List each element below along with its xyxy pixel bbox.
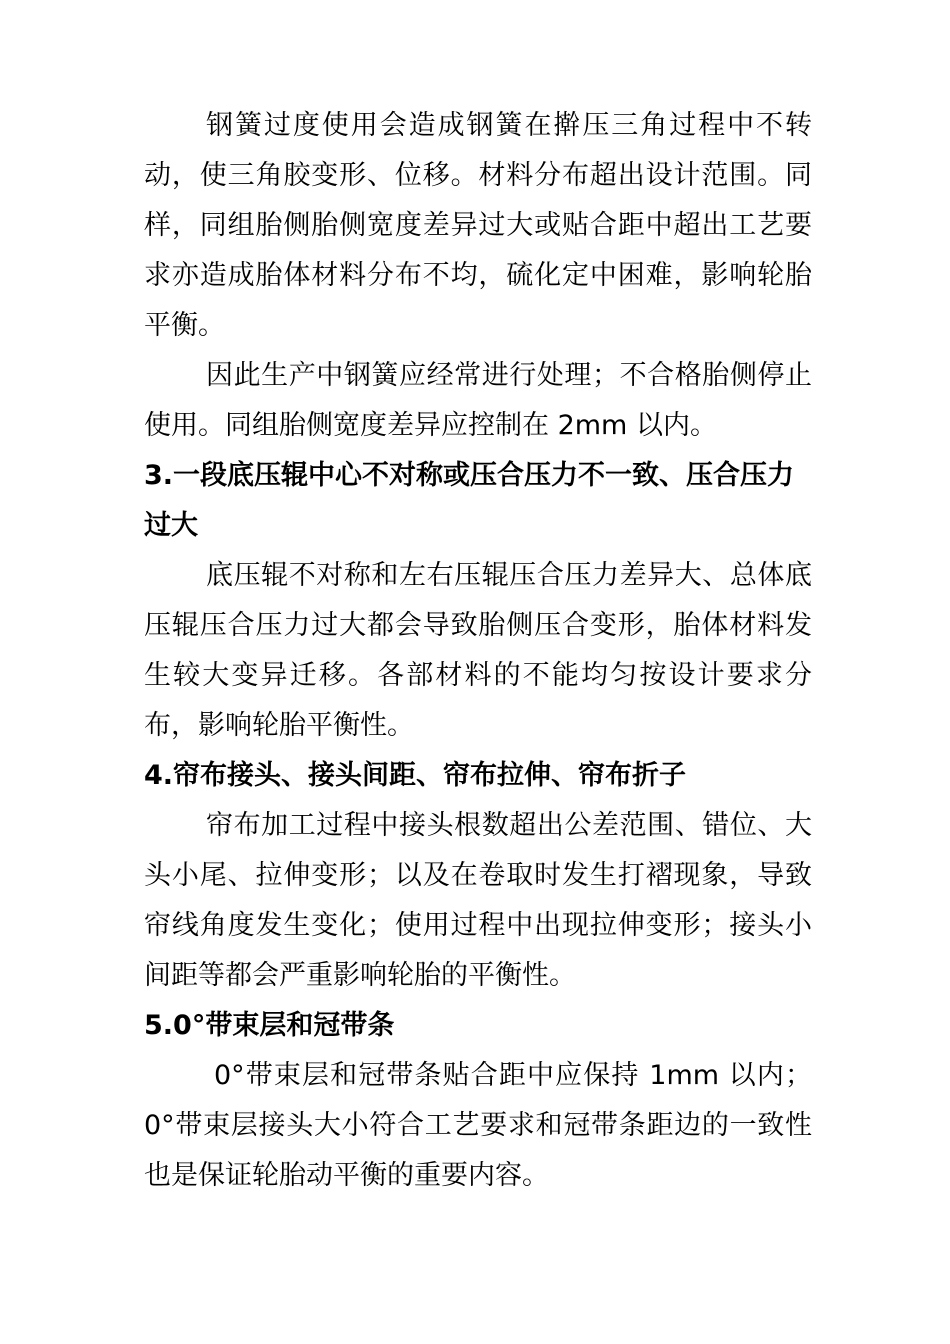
heading-section-3: 3.一段底压辊中心不对称或压合压力不一致、压合压力过大 (144, 460, 795, 541)
paragraph-steel-spring-treatment: 因此生产中钢簧应经常进行处理；不合格胎侧停止使用。同组胎侧宽度差异应控制在 2mm 以内。 (144, 360, 812, 441)
document-page (144, 101, 812, 1201)
paragraph-ply-joint: 帘布加工过程中接头根数超出公差范围、错位、大头小尾、拉伸变形；以及在卷取时发生打褶现象，导致帘线角度发生变化；使用过程中出现拉伸变形；接头小间距等都会严重影响轮胎的平衡性。 (144, 810, 812, 991)
heading-section-4: 4.帘布接头、接头间距、帘布拉伸、帘布折子 (144, 760, 687, 791)
paragraph-belt-cap-strip: 0°带束层和冠带条贴合距中应保持 1mm 以内；0°带束层接头大小符合工艺要求和冠带条距边的一致性也是保证轮胎动平衡的重要内容。 (144, 1060, 812, 1191)
paragraph-bottom-roller: 底压辊不对称和左右压辊压合压力差异大、总体底压辊压合压力过大都会导致胎侧压合变形，胎体材料发生较大变异迁移。各部材料的不能均匀按设计要求分布，影响轮胎平衡性。 (144, 560, 812, 741)
paragraph-steel-spring-overuse: 钢簧过度使用会造成钢簧在擀压三角过程中不转动，使三角胶变形、位移。材料分布超出设计范围。同样，同组胎侧胎侧宽度差异过大或贴合距中超出工艺要求亦造成胎体材料分布不均，硫化定中困难，影响轮胎平衡。 (144, 110, 812, 341)
heading-section-5: 5.0°带束层和冠带条 (144, 1010, 395, 1041)
